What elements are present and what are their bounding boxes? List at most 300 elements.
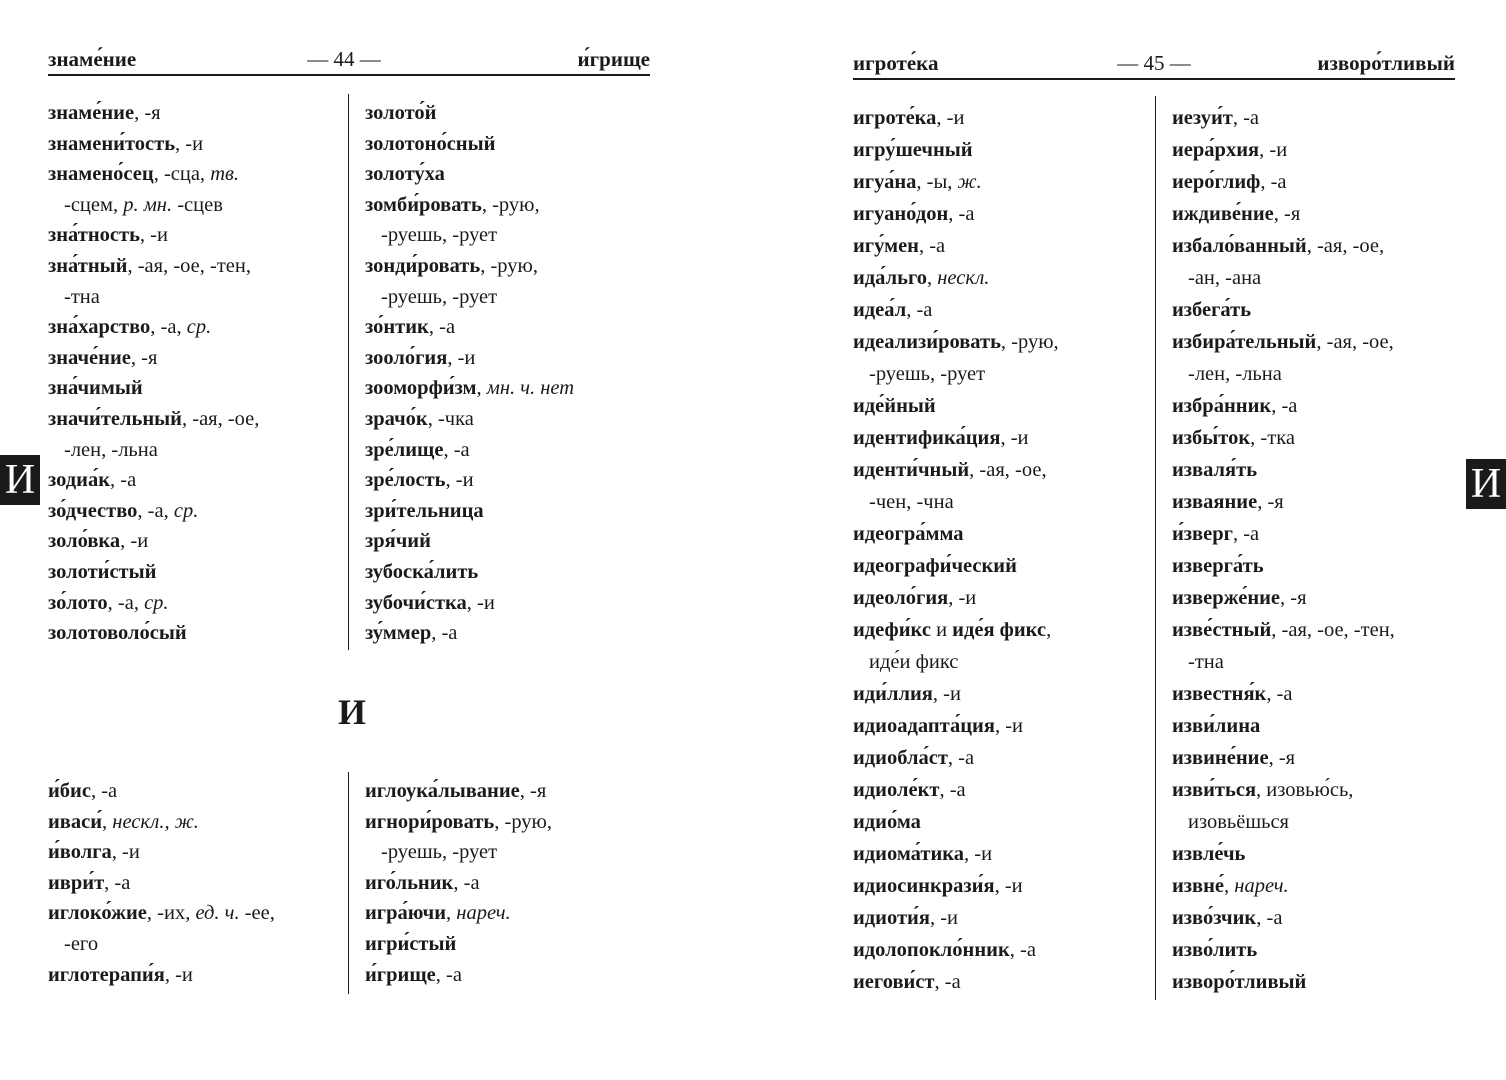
headword: и́зверг	[1172, 523, 1233, 545]
inflection: -руешь, -рует	[381, 841, 498, 864]
headword: зомби́ровать	[365, 193, 482, 216]
headword: иждиве́ние	[1172, 203, 1274, 225]
headword: зрачо́к	[365, 407, 428, 430]
headword: золо́вка	[48, 530, 121, 553]
inflection: , -ая, -ое,	[1316, 331, 1394, 353]
headword: идиоадапта́ция	[853, 715, 995, 737]
dictionary-entry	[48, 807, 344, 838]
headword: извине́ние	[1172, 747, 1269, 769]
headword: зодиа́к	[48, 469, 111, 492]
dictionary-entry	[48, 837, 344, 868]
grammar-note: ср.	[144, 591, 169, 614]
headword: иезуи́т	[1172, 107, 1233, 129]
inflection: , -и	[932, 683, 961, 705]
dictionary-entry	[48, 251, 344, 282]
inflection: , -а,	[137, 499, 174, 522]
inflection: ,	[476, 377, 487, 400]
entry-continuation	[48, 435, 344, 466]
headword: знамени́тость	[48, 132, 176, 155]
inflection: , -а	[947, 747, 975, 769]
inflection: , -я	[130, 346, 158, 369]
dictionary-entry	[365, 868, 665, 899]
dictionary-entry	[1172, 870, 1472, 902]
headword: иде́я фикс	[952, 619, 1047, 641]
inflection: , -ая, -ое, -тен,	[1271, 619, 1395, 641]
inflection: , -а	[1232, 107, 1260, 129]
inflection: , -а,	[150, 316, 187, 339]
dictionary-entry	[853, 838, 1153, 870]
inflection: , -и	[120, 530, 149, 553]
dictionary-entry	[365, 98, 665, 129]
headword: зубочи́стка	[365, 591, 467, 614]
inflection: -лен, -льна	[64, 438, 158, 461]
inflection: , -чка	[427, 407, 474, 430]
headword: игнори́ровать	[365, 810, 495, 833]
dictionary-entry	[853, 870, 1153, 902]
dictionary-entry	[853, 134, 1153, 166]
inflection: , -а	[939, 779, 966, 801]
grammar-note: нескл., ж.	[112, 810, 199, 833]
headword: идиобла́ст	[853, 747, 948, 769]
inflection: , -а	[428, 316, 456, 339]
headword: изваяние	[1172, 491, 1258, 513]
inflection: , -сца,	[153, 163, 211, 186]
headword: значе́ние	[48, 346, 131, 369]
entry-continuation	[365, 282, 665, 313]
dictionary-entry	[853, 710, 1153, 742]
inflection: , -а	[948, 203, 975, 225]
dictionary-entry	[1172, 582, 1472, 614]
headword: изво́зчик	[1172, 907, 1257, 929]
inflection: , -рую,	[494, 810, 552, 833]
inflection: ,	[446, 902, 457, 925]
inflection: ,	[1046, 619, 1052, 641]
inflection: , -и	[164, 963, 193, 986]
dictionary-entry	[365, 929, 665, 960]
dictionary-entry	[1172, 102, 1472, 134]
guide-word-first: игроте́ка	[853, 51, 939, 75]
dictionary-entry	[48, 496, 344, 527]
dictionary-entry	[853, 774, 1153, 806]
page-number: — 44 —	[307, 47, 381, 71]
headword: иегови́ст	[853, 971, 935, 993]
headword: идефи́кс	[853, 619, 931, 641]
dictionary-entry	[853, 742, 1153, 774]
dictionary-entry	[365, 190, 665, 221]
headword: игра́ючи	[365, 902, 447, 925]
headword: зо́лото	[48, 591, 108, 614]
headword: идеа́л	[853, 299, 907, 321]
inflection: , -я	[1257, 491, 1284, 513]
dictionary-entry	[853, 198, 1153, 230]
headword: идентифика́ция	[853, 427, 1001, 449]
headword: изворо́тливый	[1172, 971, 1307, 993]
dictionary-entry	[853, 966, 1153, 998]
inflection: , -а	[1256, 907, 1283, 929]
dictionary-entry	[365, 373, 665, 404]
entry-column	[1155, 96, 1472, 1000]
headword: идеализи́ровать	[853, 331, 1001, 353]
headword: иваси́	[48, 810, 103, 833]
dictionary-entry	[853, 294, 1153, 326]
inflection: иде́и фикс	[869, 651, 959, 673]
dictionary-entry	[365, 343, 665, 374]
inflection: -ан, -ана	[1188, 267, 1262, 289]
dictionary-entry	[365, 557, 665, 588]
dictionary-entry	[1172, 838, 1472, 870]
dictionary-entry	[48, 343, 344, 374]
headword: идеогра́мма	[853, 523, 964, 545]
dictionary-entry	[48, 98, 344, 129]
inflection: , -и	[1000, 427, 1029, 449]
inflection: , -и	[929, 907, 959, 929]
headword: зря́чий	[365, 530, 431, 553]
entry-continuation	[48, 190, 344, 221]
inflection: , -и	[994, 875, 1023, 897]
headword: иеро́глиф	[1172, 171, 1261, 193]
headword: избало́ванный	[1172, 235, 1307, 257]
dictionary-entry	[1172, 774, 1472, 806]
dictionary-entry	[365, 526, 665, 557]
headword: идиосинкрази́я	[853, 875, 995, 897]
inflection: , -а	[1266, 683, 1293, 705]
entry-continuation	[1172, 358, 1472, 390]
inflection: , -ая, -ое, -тен,	[127, 254, 251, 277]
inflection: , -а	[90, 780, 118, 802]
dictionary-entry	[48, 312, 344, 343]
dictionary-entry	[365, 776, 665, 807]
inflection: , -и	[948, 587, 977, 609]
dictionary-entry	[853, 326, 1153, 358]
guide-word-last: изворо́тливый	[1317, 51, 1455, 75]
dictionary-entry	[1172, 710, 1472, 742]
headword: золотоно́сный	[365, 132, 496, 155]
headword: изви́ться	[1172, 779, 1257, 801]
inflection: , -и	[139, 224, 168, 247]
inflection: ,	[1224, 875, 1235, 897]
dictionary-entry	[1172, 390, 1472, 422]
headword: иглоука́лывание	[365, 780, 520, 802]
dictionary-entry	[48, 960, 344, 991]
inflection: , -ая, -ое,	[1306, 235, 1385, 257]
headword: извне́	[1172, 875, 1225, 897]
inflection: , -а	[443, 438, 470, 461]
dictionary-entry	[1172, 486, 1472, 518]
dictionary-entry	[365, 404, 665, 435]
entry-column	[348, 772, 665, 994]
inflection: , -и	[994, 715, 1024, 737]
grammar-note: тв.	[210, 163, 240, 186]
dictionary-entry	[853, 102, 1153, 134]
headword: изве́стный	[1172, 619, 1272, 641]
grammar-note: ж.	[957, 171, 982, 193]
headword: золоту́ха	[365, 163, 445, 186]
inflection: -лен, -льна	[1188, 363, 1282, 385]
headword: зри́тельница	[365, 499, 484, 522]
headword: избега́ть	[1172, 299, 1252, 321]
inflection: -руешь, -рует	[381, 285, 498, 308]
inflection: , -ая, -ое,	[969, 459, 1047, 481]
headword: золото́й	[365, 102, 437, 124]
dictionary-entry	[365, 496, 665, 527]
grammar-note: ед. ч.	[195, 902, 240, 925]
inflection: и	[930, 619, 953, 641]
dictionary-entry	[1172, 454, 1472, 486]
headword: и́бис	[48, 780, 91, 802]
headword: зо́дчество	[48, 499, 138, 522]
dictionary-entry	[1172, 902, 1472, 934]
headword: избы́ток	[1172, 427, 1251, 449]
inflection: -его	[64, 932, 99, 955]
headword: зре́лость	[365, 469, 446, 492]
headword: знаме́ние	[48, 102, 135, 124]
headword: изверже́ние	[1172, 587, 1281, 609]
dictionary-entry	[365, 898, 665, 929]
headword: значи́тельный	[48, 407, 182, 430]
dictionary-entry	[1172, 614, 1472, 646]
inflection: , -я	[1273, 203, 1301, 225]
guide-word-last: и́грище	[577, 47, 650, 71]
inflection: , изовью́сь,	[1256, 779, 1354, 801]
headword: идиома́тика	[853, 843, 965, 865]
inflection: , -и	[936, 107, 965, 129]
headword: иденти́чный	[853, 459, 970, 481]
inflection: , -а	[1271, 395, 1298, 417]
dictionary-entry	[853, 582, 1153, 614]
dictionary-entry	[365, 807, 665, 838]
headword: иди́ллия	[853, 683, 933, 705]
inflection: , -а	[918, 235, 946, 257]
dictionary-entry	[365, 960, 665, 991]
headword: изверга́ть	[1172, 555, 1264, 577]
inflection: -тна	[64, 285, 100, 308]
dictionary-entry	[853, 422, 1153, 454]
headword: зу́ммер	[365, 622, 432, 645]
headword: избра́нник	[1172, 395, 1272, 417]
inflection: , -ы,	[916, 171, 958, 193]
dictionary-entry	[365, 129, 665, 160]
dictionary-entry	[365, 465, 665, 496]
inflection: -тна	[1188, 651, 1224, 673]
headword: избира́тельный	[1172, 331, 1317, 353]
headword: изво́лить	[1172, 939, 1258, 961]
entry-continuation	[48, 929, 344, 960]
inflection: -руешь, -рует	[381, 224, 498, 247]
entry-continuation	[853, 646, 1153, 678]
headword: иври́т	[48, 871, 105, 894]
headword: зооло́гия	[365, 346, 448, 369]
inflection: , -и	[964, 843, 993, 865]
dictionary-entry	[365, 588, 665, 619]
dictionary-entry	[48, 129, 344, 160]
headword: идеоло́гия	[853, 587, 949, 609]
inflection: ,	[102, 810, 113, 833]
inflection: , -и	[447, 346, 476, 369]
guide-word-first: знаме́ние	[48, 47, 137, 71]
dictionary-entry	[365, 618, 665, 649]
inflection: , -тка	[1250, 427, 1295, 449]
dictionary-entry	[365, 435, 665, 466]
dictionary-entry	[48, 526, 344, 557]
grammar-note: нескл.	[937, 267, 990, 289]
dictionary-entry	[853, 518, 1153, 550]
entry-continuation	[1172, 806, 1472, 838]
dictionary-entry	[48, 898, 344, 929]
dictionary-entry	[48, 868, 344, 899]
inflection: -чен, -чна	[869, 491, 954, 513]
headword: игуано́дон	[853, 203, 949, 225]
inflection: , -а	[1260, 171, 1287, 193]
dictionary-entry	[1172, 742, 1472, 774]
headword: знамено́сец	[48, 163, 154, 186]
inflection: , -рую,	[481, 193, 540, 216]
inflection: , -я	[1268, 747, 1296, 769]
entry-continuation	[853, 358, 1153, 390]
dictionary-entry	[853, 934, 1153, 966]
dictionary-entry	[48, 618, 344, 649]
dictionary-entry	[48, 465, 344, 496]
dictionary-entry	[1172, 326, 1472, 358]
inflection: , -я	[134, 102, 161, 124]
running-head-left	[48, 44, 650, 76]
headword: зна́чимый	[48, 377, 143, 400]
headword: зо́нтик	[365, 316, 429, 339]
headword: иглоко́жие	[48, 902, 147, 925]
entry-column	[853, 102, 1153, 998]
inflection: , -и	[175, 132, 204, 155]
dictionary-entry	[853, 550, 1153, 582]
entry-continuation	[365, 837, 665, 868]
dictionary-entry	[1172, 934, 1472, 966]
inflection: , -рую,	[480, 254, 538, 277]
headword: иде́йный	[853, 395, 936, 417]
grammar-note: нареч.	[456, 902, 511, 925]
dictionary-entry	[48, 776, 344, 807]
headword: зна́тный	[48, 254, 128, 277]
inflection: изовьёшься	[1188, 811, 1289, 833]
dictionary-entry	[365, 251, 665, 282]
headword: зре́лище	[365, 438, 444, 461]
entry-continuation	[1172, 262, 1472, 294]
dictionary-entry	[365, 159, 665, 190]
headword: игри́стый	[365, 932, 457, 955]
headword: зна́тность	[48, 224, 140, 247]
inflection: , -я	[519, 780, 547, 802]
dictionary-entry	[1172, 166, 1472, 198]
dictionary-entry	[853, 230, 1153, 262]
inflection: , -а	[435, 963, 462, 986]
entry-column	[348, 94, 665, 650]
inflection: , -а	[431, 622, 458, 645]
inflection: , -рую,	[1000, 331, 1059, 353]
headword: идеографи́ческий	[853, 555, 1017, 577]
headword: игу́мен	[853, 235, 919, 257]
inflection: , -а	[104, 871, 131, 894]
entry-continuation	[1172, 646, 1472, 678]
grammar-note: нареч.	[1234, 875, 1289, 897]
running-head-right	[853, 48, 1455, 80]
dictionary-entry	[853, 902, 1153, 934]
inflection: , -а	[110, 469, 137, 492]
headword: зубоска́лить	[365, 560, 479, 583]
dictionary-entry	[853, 678, 1153, 710]
inflection: , -а,	[107, 591, 145, 614]
dictionary-entry	[48, 159, 344, 190]
inflection: , -и	[445, 469, 474, 492]
dictionary-entry	[1172, 230, 1472, 262]
grammar-note: р. мн.	[123, 193, 173, 216]
headword: идио́ма	[853, 811, 921, 833]
headword: золотоволо́сый	[48, 622, 187, 645]
headword: изви́лина	[1172, 715, 1261, 737]
grammar-note: мн. ч. нет	[486, 377, 575, 400]
inflection: , -и	[1259, 139, 1288, 161]
inflection: , -а	[1232, 523, 1260, 545]
right-page	[753, 0, 1506, 1080]
entry-continuation	[48, 282, 344, 313]
dictionary-entry	[1172, 198, 1472, 230]
inflection: , -и	[111, 841, 140, 864]
inflection: , -я	[1280, 587, 1307, 609]
inflection: ,	[927, 267, 938, 289]
grammar-note: ср.	[173, 499, 199, 522]
headword: игру́шечный	[853, 139, 973, 161]
dictionary-entry	[853, 166, 1153, 198]
inflection: , -а	[934, 971, 961, 993]
thumb-index-tab: И	[0, 455, 40, 505]
dictionary-entry	[853, 806, 1153, 838]
entry-column	[48, 776, 344, 990]
inflection: , -а	[453, 871, 480, 894]
headword: иглотерапи́я	[48, 963, 165, 986]
headword: ида́льго	[853, 267, 928, 289]
inflection: -сцев	[172, 193, 223, 216]
dictionary-entry	[365, 312, 665, 343]
dictionary-entry	[1172, 966, 1472, 998]
headword: идиоти́я	[853, 907, 930, 929]
headword: иго́льник	[365, 871, 454, 894]
inflection: , -ая, -ое,	[182, 407, 260, 430]
dictionary-entry	[1172, 134, 1472, 166]
inflection: , -а	[1009, 939, 1036, 961]
headword: зна́харство	[48, 316, 151, 339]
headword: идолопокло́нник	[853, 939, 1010, 961]
dictionary-entry	[48, 588, 344, 619]
headword: изваля́ть	[1172, 459, 1258, 481]
thumb-index-tab: И	[1466, 459, 1506, 509]
inflection: -сцем,	[64, 193, 124, 216]
dictionary-entry	[853, 454, 1153, 486]
entry-continuation	[853, 486, 1153, 518]
section-letter: И	[338, 692, 367, 732]
entry-continuation	[365, 220, 665, 251]
dictionary-entry	[1172, 678, 1472, 710]
inflection: -руешь, -рует	[869, 363, 986, 385]
page-number: — 45 —	[1117, 51, 1191, 75]
headword: иера́рхия	[1172, 139, 1260, 161]
inflection: , -а	[906, 299, 933, 321]
headword: золоти́стый	[48, 560, 157, 583]
dictionary-entry	[853, 390, 1153, 422]
headword: и́грище	[365, 963, 436, 986]
headword: идиоле́кт	[853, 779, 940, 801]
dictionary-entry	[1172, 550, 1472, 582]
dictionary-entry	[48, 373, 344, 404]
dictionary-entry	[853, 262, 1153, 294]
dictionary-entry	[1172, 518, 1472, 550]
headword: зонди́ровать	[365, 254, 481, 277]
inflection: -ее,	[239, 902, 275, 925]
